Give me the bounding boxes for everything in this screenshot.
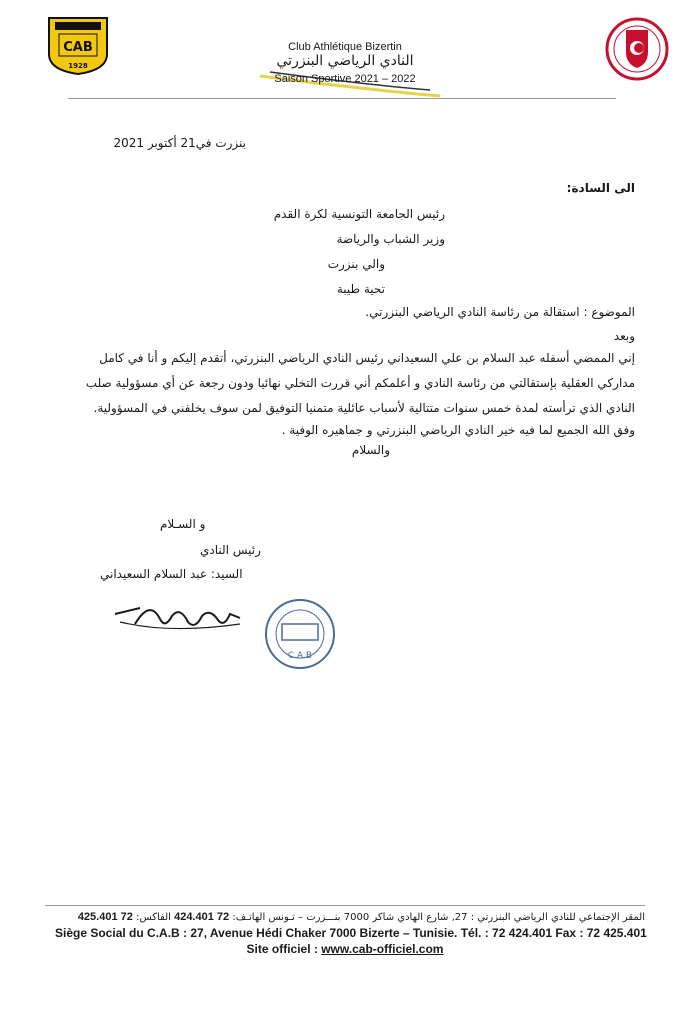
greeting: تحية طيبة (336, 282, 385, 296)
footer-site-label: Site officiel : (246, 942, 322, 956)
footer-divider (45, 905, 645, 906)
transition-phrase: وبعد (613, 329, 635, 343)
footer-address-ar-text: المقر الإجتماعي للنادي الرياضي البنزرتي : 27, شارع الهادي شاكر 7000 بنـــزرت – تـونس الهاتـف: (232, 912, 645, 923)
season-label: Saison Sportive 2021 – 2022 (274, 73, 416, 85)
letter-closing: والسلام (351, 443, 390, 457)
salutation: الى السادة: (566, 181, 635, 195)
club-name-french: Club Athlétique Bizertin (288, 41, 402, 53)
cab-logo-year: 1928 (68, 62, 88, 70)
recipient-football-federation: رئيس الجامعة التونسية لكرة القدم (273, 207, 445, 221)
letter-subject: الموضوع : استقالة من رئاسة النادي الرياضي البنزرتي. (365, 305, 635, 319)
letter-wish: وفق الله الجميع لما فيه خير النادي الرياضي البنزرتي و جماهيره الوفية . (281, 423, 635, 437)
club-name-arabic: النادي الرياضي البنزرتي (276, 53, 414, 69)
footer-address-french: Siège Social du C.A.B : 27, Avenue Hédi Chaker 7000 Bizerte – Tunisie. Tél. : 72 424.401 Fax : 72 425.401 (55, 926, 647, 940)
recipient-bizerte-governor: والي بنزرت (327, 257, 385, 271)
footer-fax-label: الفاكس: (136, 912, 171, 923)
cab-logo-text: CAB (63, 40, 93, 55)
handwritten-signature-and-stamp (110, 594, 350, 674)
cab-club-logo (45, 14, 111, 76)
letter-date: بنزرت في21 أكتوبر 2021 (113, 136, 246, 150)
letter-main-paragraph: إني الممضي أسفله عبد السلام بن علي السعيداني رئيس النادي الرياضي البنزرتي، أتقدم إليكم و أنا في كامل مداركي العقلية بإستقالتي من رئاسة النادي و أعلمكم أني قررت التخلي نهائيا ودون رجعة عن أي مسؤولية صلب النادي الذي ترأسته لمدة خمس سنوات متتالية لأسباب عائلية متمنيا التوفيق لمن سوف يخلفني في المسؤولية. (85, 351, 635, 415)
footer-address-arabic (78, 911, 645, 923)
footer-fax: 72 425.401 (77, 911, 133, 923)
signature-title: رئيس النادي (200, 543, 261, 557)
ftf-federation-logo (604, 16, 670, 82)
recipient-youth-sports-minister: وزير الشباب والرياضة (336, 232, 445, 246)
signature-name: السيد: عبد السلام السعيداني (100, 567, 243, 581)
stamp-text: C.A.B (287, 651, 313, 661)
footer-website (0, 942, 690, 956)
footer-site-link[interactable]: www.cab-officiel.com (321, 942, 444, 956)
footer-phone: 72 424.401 (174, 911, 230, 923)
signature-salam: و السـلام (160, 517, 206, 531)
header-divider (68, 98, 616, 99)
